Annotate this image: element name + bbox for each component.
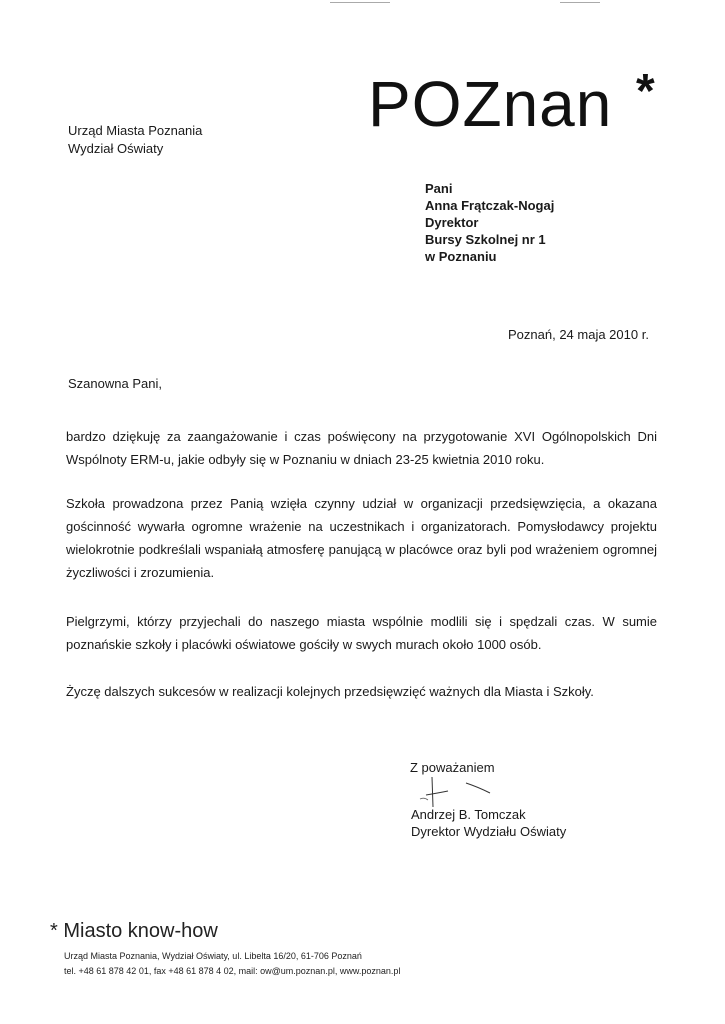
recipient-city: w Poznaniu <box>425 249 497 264</box>
sender-department: Wydział Oświaty <box>68 141 164 156</box>
paragraph-1: bardzo dziękuję za zaangażowanie i czas poświęcony na przygotowanie XVI Ogólnopolskich Dni Wspólnoty ERM-u, jakie odbyły się w Poznaniu w dniach 23-25 kwietnia 2010 roku. <box>66 429 657 467</box>
logo-text: POZnan <box>368 68 613 140</box>
signer-title: Dyrektor Wydziału Oświaty <box>411 824 567 839</box>
recipient-block <box>425 180 554 265</box>
letter-date: Poznań, 24 maja 2010 r. <box>508 327 649 342</box>
scan-mark <box>330 2 390 3</box>
signer-block <box>411 806 566 840</box>
footer-brand: * Miasto know-how <box>50 920 218 942</box>
sender-office: Urząd Miasta Poznania <box>68 123 203 138</box>
recipient-institution: Bursy Szkolnej nr 1 <box>425 232 546 247</box>
scan-mark <box>560 2 600 3</box>
poznan-logo <box>368 65 656 140</box>
paragraph-2: Szkoła prowadzona przez Panią wzięła czynny udział w organizacji przedsięwzięcia, a okazana gościnność wywarła ogromne wrażenie na uczestnikach i organizatorach. Pomysłodawcy projektu wielokrotnie podkreślali wspaniałą atmosferę panującą w placówce oraz byli pod wrażeniem ogromnej życzliwości i zrozumienia. <box>66 496 657 580</box>
closing: Z poważaniem <box>410 760 495 775</box>
logo-star-icon: * <box>636 65 656 118</box>
greeting: Szanowna Pani, <box>68 376 162 391</box>
signer-name: Andrzej B. Tomczak <box>411 807 526 822</box>
sender-block <box>68 122 202 158</box>
footer-contact: tel. +48 61 878 42 01, fax +48 61 878 4 02, mail: ow@um.poznan.pl, www.poznan.pl <box>64 966 401 976</box>
recipient-name: Anna Frątczak-Nogaj <box>425 198 555 213</box>
recipient-salutation: Pani <box>425 181 453 196</box>
paragraph-3: Pielgrzymi, którzy przyjechali do naszego miasta wspólnie modlili się i spędzali czas. W sumie poznańskie szkoły i placówki oświatowe gościły w swych murach około 1000 osób. <box>66 614 657 652</box>
recipient-role: Dyrektor <box>425 215 479 230</box>
footer-address: Urząd Miasta Poznania, Wydział Oświaty, ul. Libelta 16/20, 61-706 Poznań <box>64 951 362 961</box>
paragraph-4: Życzę dalszych sukcesów w realizacji kolejnych przedsięwzięć ważnych dla Miasta i Szkoły. <box>66 684 594 699</box>
